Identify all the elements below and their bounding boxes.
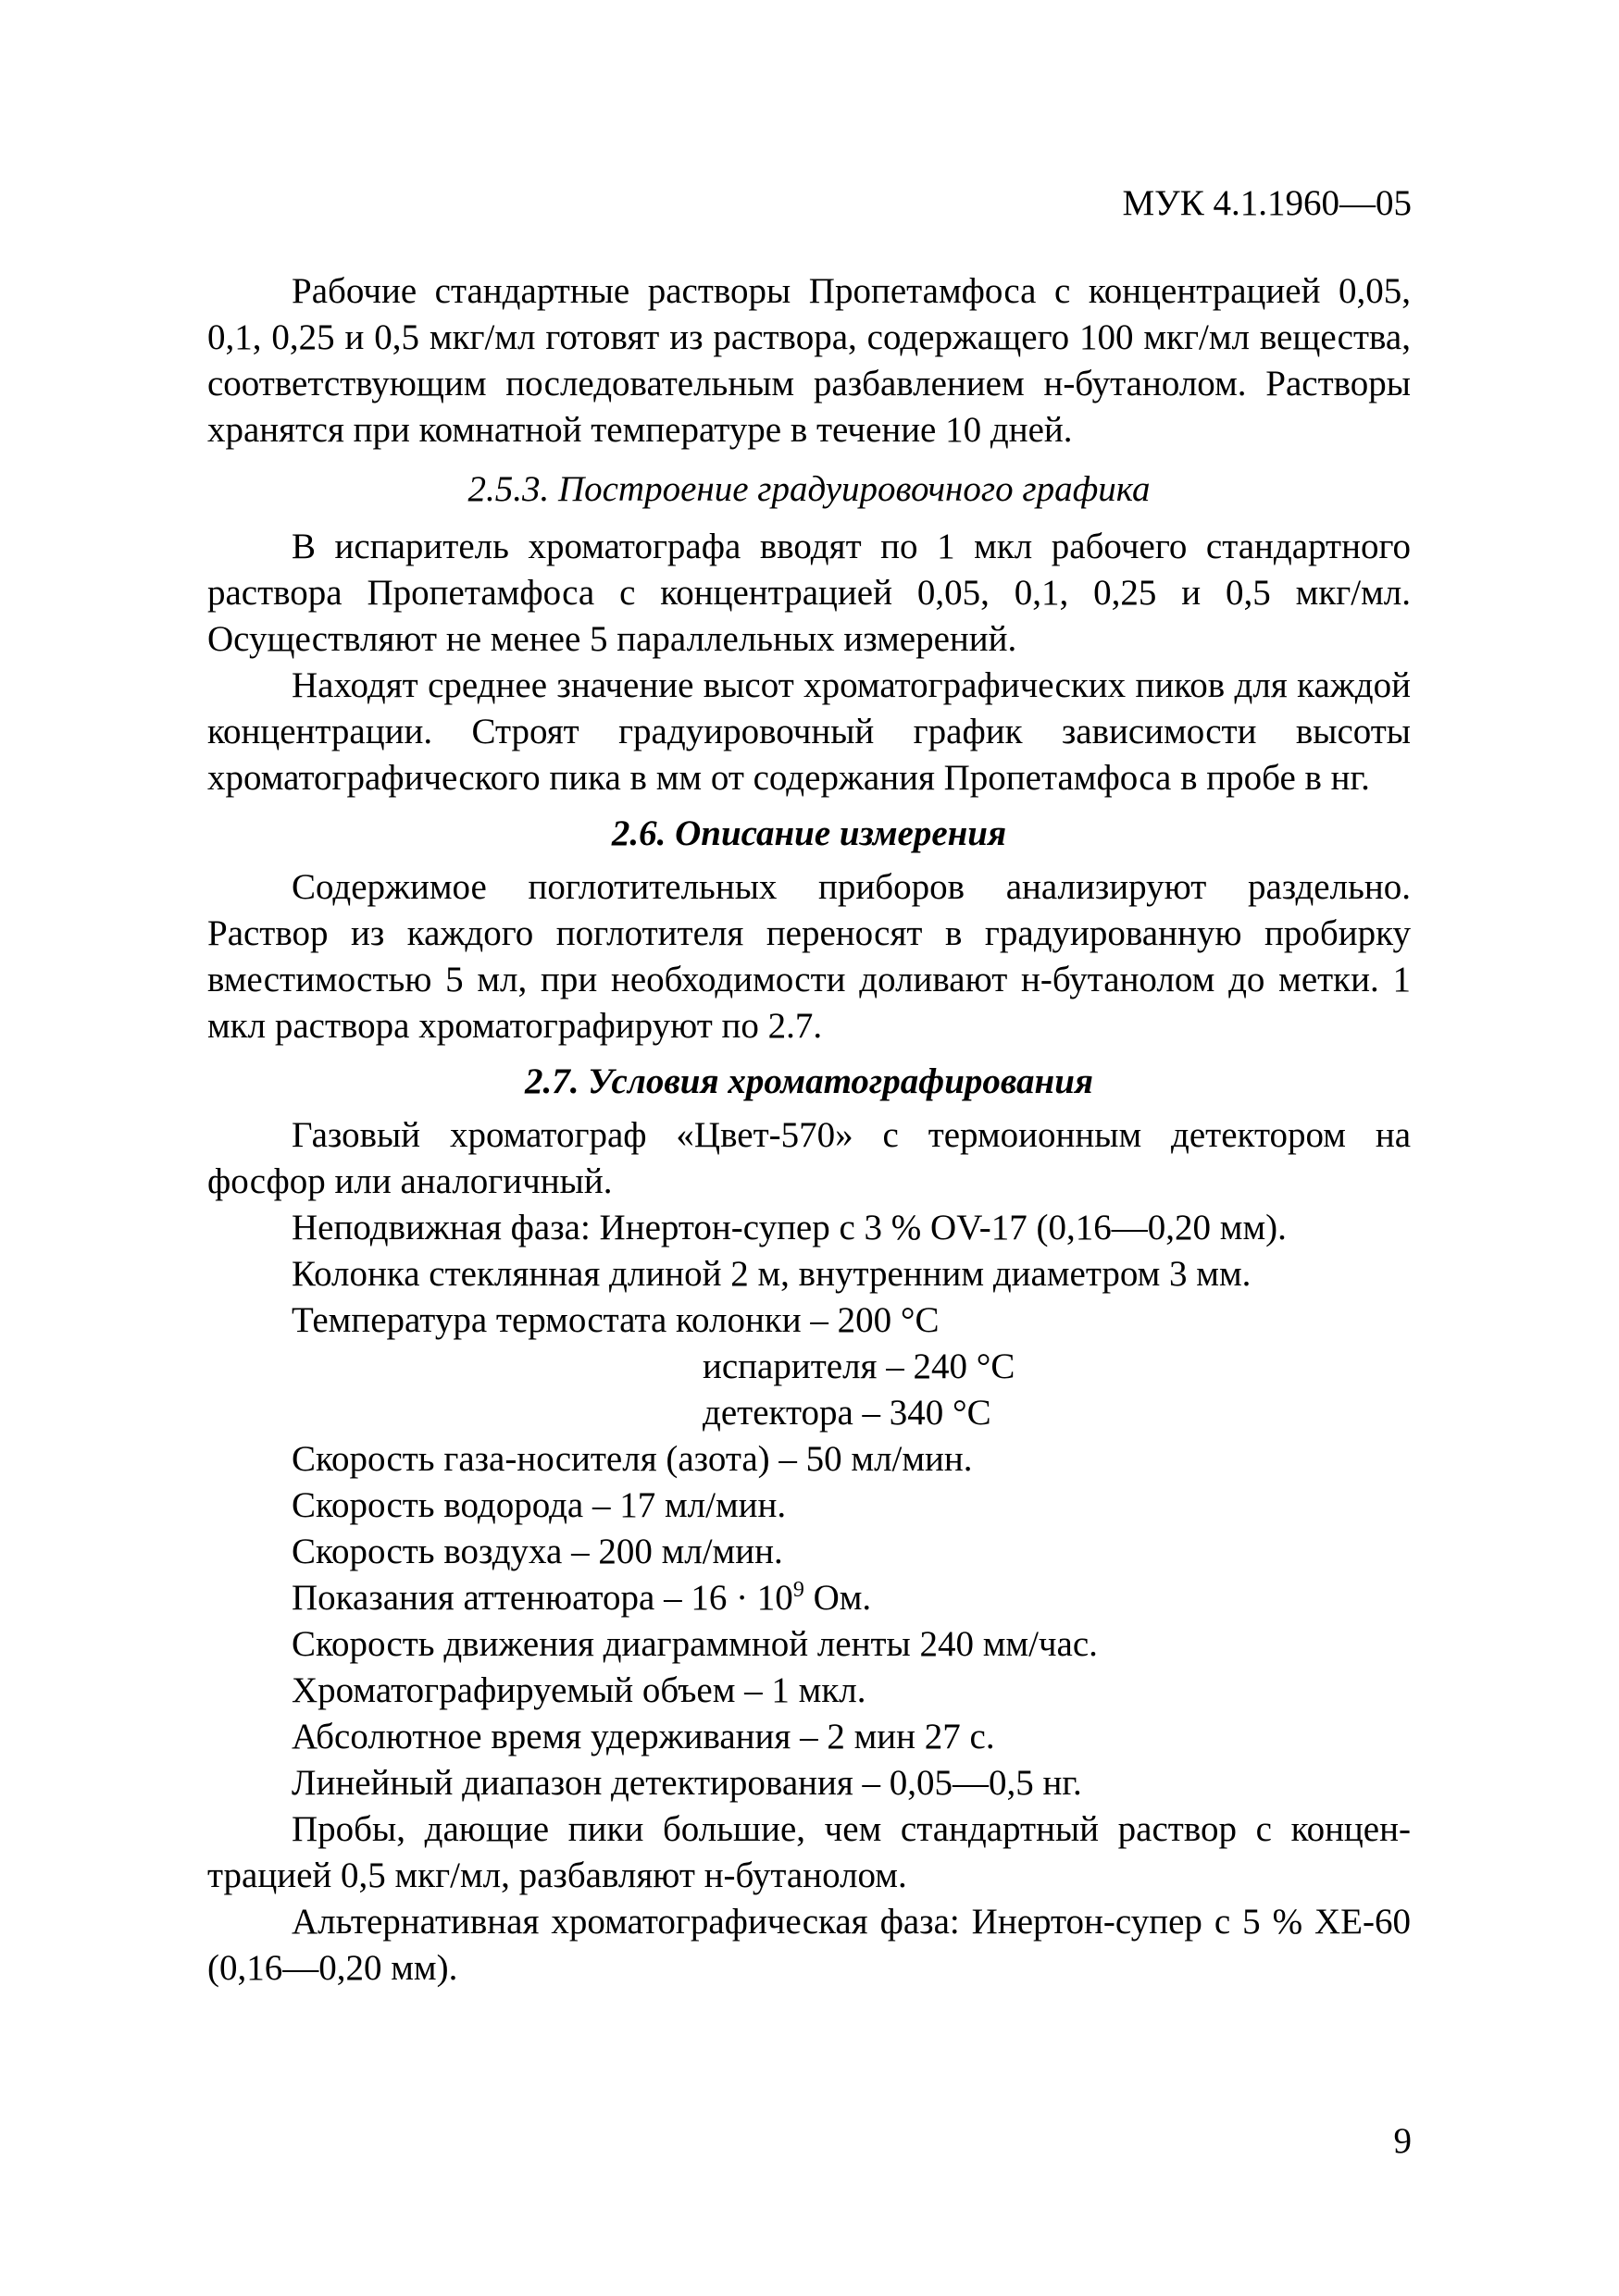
condition-chart-speed: Скорость движения диаграммной ленты 240 мм/час. [292, 1624, 1098, 1664]
condition-linear-range: Линейный диапазон детектирования – 0,05—0,5 нг. [292, 1763, 1082, 1803]
paragraph-dilution: Пробы, дающие пики большие, чем стандартный раствор с концентрацией 0,5 мкг/мл, разбавляют н-бутанолом. [207, 1809, 1411, 1895]
paragraph-working-solutions: Рабочие стандартные растворы Пропетамфоса с концентрацией 0,05, 0,1, 0,25 и 0,5 мкг/мл готовят из раствора, содержащего 100 мкг/мл вещества, соответствующим последовательным разбавлением н-бутанолом. Растворы хранятся при комнатной температуре в течение 10 дней. [207, 271, 1411, 450]
condition-temp-detector: детектора – 340 °С [703, 1393, 991, 1433]
paragraph-alternative-phase: Альтернативная хроматографическая фаза: Инертон-супер с 5 % ХЕ-60 (0,16—0,20 мм). [207, 1902, 1411, 1988]
attenuator-suffix: Ом. [803, 1578, 872, 1618]
section-heading-2-6: 2.6. Описание измерения [611, 813, 1007, 853]
condition-retention-time: Абсолютное время удерживания – 2 мин 27 с. [292, 1717, 995, 1756]
condition-temp-column: Температура термостата колонки – 200 °С [292, 1300, 940, 1340]
document-code-header: МУК 4.1.1960—05 [1122, 183, 1412, 223]
paragraph-calibration-graph: Находят среднее значение высот хроматографических пиков для каждой концентрации. Строят градуировочный график зависимости высоты хроматографического пика в мм от содержания Пропетамфоса в пробе в нг. [207, 665, 1411, 798]
document-body [207, 268, 1411, 1992]
condition-attenuator [207, 1575, 1411, 1621]
condition-stationary-phase: Неподвижная фаза: Инертон-супер с 3 % OV-17 (0,16—0,20 мм). [292, 1208, 1287, 1247]
condition-column: Колонка стеклянная длиной 2 м, внутренним диаметром 3 мм. [292, 1254, 1252, 1294]
condition-carrier-gas: Скорость газа-носителя (азота) – 50 мл/мин. [292, 1439, 973, 1479]
condition-hydrogen: Скорость водорода – 17 мл/мин. [292, 1485, 787, 1525]
section-heading-2-7: 2.7. Условия хроматографирования [525, 1061, 1093, 1101]
attenuator-prefix: Показания аттенюатора – 16 · 10 [292, 1578, 793, 1618]
condition-temp-evaporator: испарителя – 240 °С [703, 1347, 1015, 1386]
paragraph-measurement-description: Содержимое поглотительных приборов анализируют раздельно. Раствор из каждого поглотителя переносят в градуированную пробирку вместимостью 5 мл, при необходимости доливают н-бутанолом до метки. 1 мкл раствора хроматографируют по 2.7. [207, 867, 1411, 1046]
paragraph-evaporator-injection: В испаритель хроматографа вводят по 1 мкл рабочего стандартного раствора Пропетамфоса с концентрацией 0,05, 0,1, 0,25 и 0,5 мкг/мл. Осуществляют не менее 5 параллельных измерений. [207, 527, 1411, 659]
condition-air: Скорость воздуха – 200 мл/мин. [292, 1532, 783, 1571]
paragraph-gas-chromatograph: Газовый хроматограф «Цвет-570» с термоионным детектором на фосфор или аналогичный. [207, 1115, 1411, 1201]
section-heading-2-5-3: 2.5.3. Построение градуировочного графика [467, 469, 1151, 509]
page-number: 9 [1393, 2121, 1412, 2161]
attenuator-exponent: 9 [792, 1578, 804, 1602]
condition-volume: Хроматографируемый объем – 1 мкл. [292, 1670, 866, 1710]
